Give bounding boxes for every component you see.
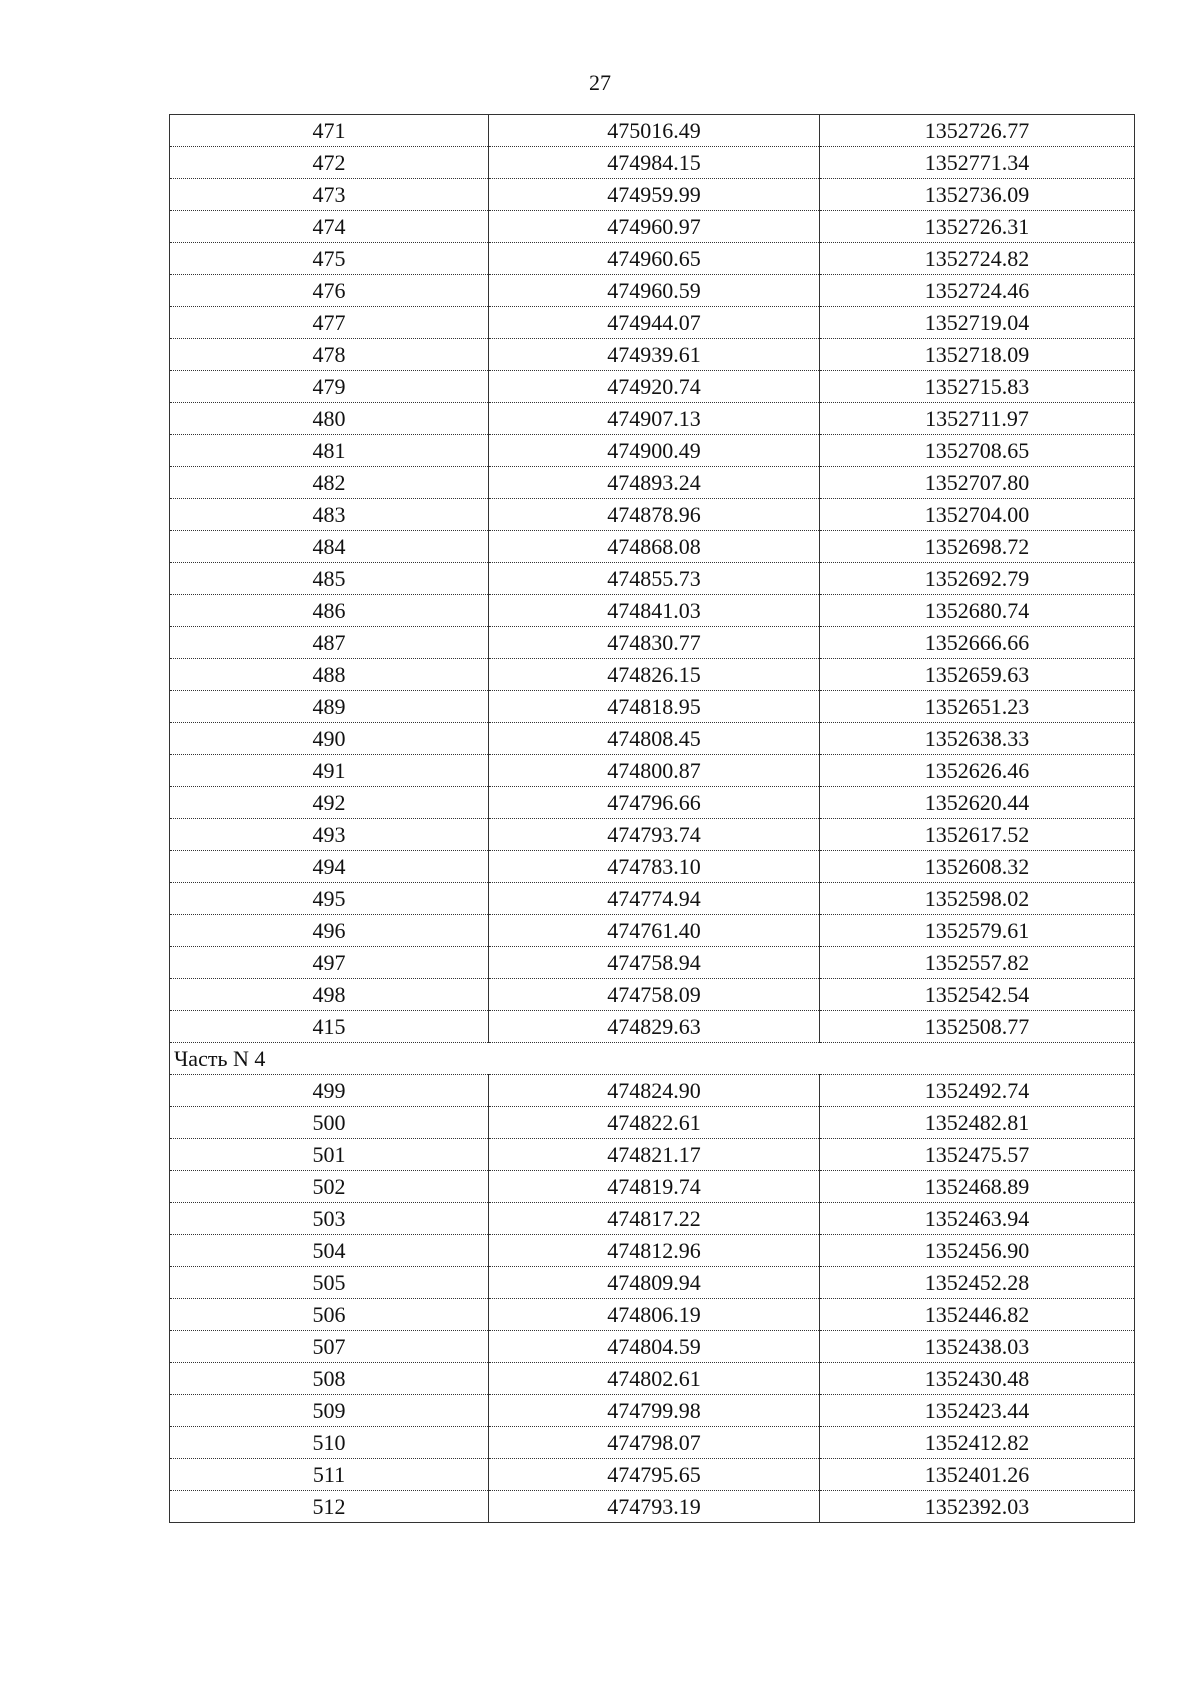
table-row (170, 467, 1135, 499)
x-coordinate-cell: 474868.08 (489, 531, 820, 563)
table-row (170, 627, 1135, 659)
point-number-cell: 502 (170, 1171, 489, 1203)
x-coordinate-cell: 474855.73 (489, 563, 820, 595)
table-row (170, 1203, 1135, 1235)
y-coordinate-cell: 1352579.61 (820, 915, 1135, 947)
y-coordinate-cell: 1352771.34 (820, 147, 1135, 179)
y-coordinate-cell: 1352463.94 (820, 1203, 1135, 1235)
point-number-cell: 493 (170, 819, 489, 851)
y-coordinate-cell: 1352638.33 (820, 723, 1135, 755)
x-coordinate-cell: 474984.15 (489, 147, 820, 179)
point-number-cell: 475 (170, 243, 489, 275)
y-coordinate-cell: 1352446.82 (820, 1299, 1135, 1331)
point-number-cell: 482 (170, 467, 489, 499)
point-number-cell: 487 (170, 627, 489, 659)
y-coordinate-cell: 1352412.82 (820, 1427, 1135, 1459)
table-row (170, 787, 1135, 819)
table-row (170, 595, 1135, 627)
table-row (170, 211, 1135, 243)
y-coordinate-cell: 1352598.02 (820, 883, 1135, 915)
table-row (170, 883, 1135, 915)
y-coordinate-cell: 1352468.89 (820, 1171, 1135, 1203)
point-number-cell: 471 (170, 115, 489, 147)
x-coordinate-cell: 474830.77 (489, 627, 820, 659)
y-coordinate-cell: 1352626.46 (820, 755, 1135, 787)
table-row (170, 1107, 1135, 1139)
table-row (170, 531, 1135, 563)
x-coordinate-cell: 474907.13 (489, 403, 820, 435)
table-row (170, 819, 1135, 851)
x-coordinate-cell: 475016.49 (489, 115, 820, 147)
y-coordinate-cell: 1352557.82 (820, 947, 1135, 979)
point-number-cell: 494 (170, 851, 489, 883)
point-number-cell: 512 (170, 1491, 489, 1523)
x-coordinate-cell: 474800.87 (489, 755, 820, 787)
point-number-cell: 510 (170, 1427, 489, 1459)
table-row (170, 755, 1135, 787)
table-row (170, 179, 1135, 211)
y-coordinate-cell: 1352430.48 (820, 1363, 1135, 1395)
point-number-cell: 503 (170, 1203, 489, 1235)
y-coordinate-cell: 1352392.03 (820, 1491, 1135, 1523)
x-coordinate-cell: 474939.61 (489, 339, 820, 371)
x-coordinate-cell: 474920.74 (489, 371, 820, 403)
x-coordinate-cell: 474826.15 (489, 659, 820, 691)
x-coordinate-cell: 474829.63 (489, 1011, 820, 1043)
y-coordinate-cell: 1352680.74 (820, 595, 1135, 627)
point-number-cell: 511 (170, 1459, 489, 1491)
x-coordinate-cell: 474808.45 (489, 723, 820, 755)
table-row (170, 723, 1135, 755)
point-number-cell: 485 (170, 563, 489, 595)
x-coordinate-cell: 474960.97 (489, 211, 820, 243)
x-coordinate-cell: 474841.03 (489, 595, 820, 627)
x-coordinate-cell: 474822.61 (489, 1107, 820, 1139)
point-number-cell: 480 (170, 403, 489, 435)
point-number-cell: 504 (170, 1235, 489, 1267)
y-coordinate-cell: 1352708.65 (820, 435, 1135, 467)
table-row (170, 851, 1135, 883)
point-number-cell: 489 (170, 691, 489, 723)
x-coordinate-cell: 474819.74 (489, 1171, 820, 1203)
y-coordinate-cell: 1352508.77 (820, 1011, 1135, 1043)
y-coordinate-cell: 1352711.97 (820, 403, 1135, 435)
point-number-cell: 492 (170, 787, 489, 819)
x-coordinate-cell: 474796.66 (489, 787, 820, 819)
x-coordinate-cell: 474795.65 (489, 1459, 820, 1491)
point-number-cell: 506 (170, 1299, 489, 1331)
point-number-cell: 474 (170, 211, 489, 243)
point-number-cell: 499 (170, 1075, 489, 1107)
point-number-cell: 481 (170, 435, 489, 467)
table-row (170, 915, 1135, 947)
x-coordinate-cell: 474824.90 (489, 1075, 820, 1107)
point-number-cell: 497 (170, 947, 489, 979)
y-coordinate-cell: 1352736.09 (820, 179, 1135, 211)
y-coordinate-cell: 1352715.83 (820, 371, 1135, 403)
y-coordinate-cell: 1352726.31 (820, 211, 1135, 243)
point-number-cell: 488 (170, 659, 489, 691)
y-coordinate-cell: 1352438.03 (820, 1331, 1135, 1363)
table-row (170, 1075, 1135, 1107)
y-coordinate-cell: 1352482.81 (820, 1107, 1135, 1139)
table-row (170, 403, 1135, 435)
table-row (170, 1011, 1135, 1043)
x-coordinate-cell: 474818.95 (489, 691, 820, 723)
point-number-cell: 484 (170, 531, 489, 563)
point-number-cell: 479 (170, 371, 489, 403)
table-row (170, 1363, 1135, 1395)
point-number-cell: 486 (170, 595, 489, 627)
x-coordinate-cell: 474758.09 (489, 979, 820, 1011)
y-coordinate-cell: 1352704.00 (820, 499, 1135, 531)
table-row (170, 147, 1135, 179)
table-row (170, 947, 1135, 979)
x-coordinate-cell: 474802.61 (489, 1363, 820, 1395)
table-row (170, 659, 1135, 691)
point-number-cell: 508 (170, 1363, 489, 1395)
table-row (170, 243, 1135, 275)
point-number-cell: 498 (170, 979, 489, 1011)
table-row (170, 371, 1135, 403)
y-coordinate-cell: 1352651.23 (820, 691, 1135, 723)
table-row (170, 691, 1135, 723)
x-coordinate-cell: 474821.17 (489, 1139, 820, 1171)
y-coordinate-cell: 1352475.57 (820, 1139, 1135, 1171)
y-coordinate-cell: 1352620.44 (820, 787, 1135, 819)
point-number-cell: 491 (170, 755, 489, 787)
point-number-cell: 495 (170, 883, 489, 915)
table-row (170, 979, 1135, 1011)
y-coordinate-cell: 1352542.54 (820, 979, 1135, 1011)
y-coordinate-cell: 1352707.80 (820, 467, 1135, 499)
x-coordinate-cell: 474809.94 (489, 1267, 820, 1299)
point-number-cell: 505 (170, 1267, 489, 1299)
y-coordinate-cell: 1352718.09 (820, 339, 1135, 371)
coordinates-table-body (170, 115, 1135, 1523)
y-coordinate-cell: 1352492.74 (820, 1075, 1135, 1107)
point-number-cell: 501 (170, 1139, 489, 1171)
y-coordinate-cell: 1352724.82 (820, 243, 1135, 275)
y-coordinate-cell: 1352423.44 (820, 1395, 1135, 1427)
point-number-cell: 478 (170, 339, 489, 371)
point-number-cell: 477 (170, 307, 489, 339)
x-coordinate-cell: 474878.96 (489, 499, 820, 531)
point-number-cell: 476 (170, 275, 489, 307)
x-coordinate-cell: 474804.59 (489, 1331, 820, 1363)
point-number-cell: 490 (170, 723, 489, 755)
point-number-cell: 415 (170, 1011, 489, 1043)
x-coordinate-cell: 474900.49 (489, 435, 820, 467)
table-row (170, 115, 1135, 147)
x-coordinate-cell: 474793.74 (489, 819, 820, 851)
x-coordinate-cell: 474817.22 (489, 1203, 820, 1235)
x-coordinate-cell: 474793.19 (489, 1491, 820, 1523)
x-coordinate-cell: 474783.10 (489, 851, 820, 883)
x-coordinate-cell: 474960.59 (489, 275, 820, 307)
y-coordinate-cell: 1352401.26 (820, 1459, 1135, 1491)
page-number: 27 (589, 70, 611, 95)
table-row (170, 1331, 1135, 1363)
table-row (170, 435, 1135, 467)
table-row (170, 1299, 1135, 1331)
point-number-cell: 496 (170, 915, 489, 947)
x-coordinate-cell: 474960.65 (489, 243, 820, 275)
point-number-cell: 472 (170, 147, 489, 179)
y-coordinate-cell: 1352692.79 (820, 563, 1135, 595)
table-row (170, 1171, 1135, 1203)
y-coordinate-cell: 1352726.77 (820, 115, 1135, 147)
table-row (170, 1395, 1135, 1427)
table-row (170, 1427, 1135, 1459)
x-coordinate-cell: 474798.07 (489, 1427, 820, 1459)
table-row (170, 1491, 1135, 1523)
x-coordinate-cell: 474812.96 (489, 1235, 820, 1267)
point-number-cell: 509 (170, 1395, 489, 1427)
section-label: Часть N 4 (170, 1043, 1135, 1075)
x-coordinate-cell: 474893.24 (489, 467, 820, 499)
table-row (170, 1459, 1135, 1491)
point-number-cell: 473 (170, 179, 489, 211)
x-coordinate-cell: 474774.94 (489, 883, 820, 915)
y-coordinate-cell: 1352659.63 (820, 659, 1135, 691)
table-row (170, 563, 1135, 595)
x-coordinate-cell: 474758.94 (489, 947, 820, 979)
section-row (170, 1043, 1135, 1075)
y-coordinate-cell: 1352719.04 (820, 307, 1135, 339)
coordinates-table (169, 114, 1135, 1523)
x-coordinate-cell: 474806.19 (489, 1299, 820, 1331)
x-coordinate-cell: 474944.07 (489, 307, 820, 339)
table-row (170, 339, 1135, 371)
y-coordinate-cell: 1352608.32 (820, 851, 1135, 883)
point-number-cell: 500 (170, 1107, 489, 1139)
table-row (170, 499, 1135, 531)
y-coordinate-cell: 1352724.46 (820, 275, 1135, 307)
table-row (170, 1267, 1135, 1299)
table-row (170, 1235, 1135, 1267)
table-row (170, 275, 1135, 307)
point-number-cell: 483 (170, 499, 489, 531)
y-coordinate-cell: 1352452.28 (820, 1267, 1135, 1299)
x-coordinate-cell: 474959.99 (489, 179, 820, 211)
y-coordinate-cell: 1352456.90 (820, 1235, 1135, 1267)
x-coordinate-cell: 474761.40 (489, 915, 820, 947)
y-coordinate-cell: 1352698.72 (820, 531, 1135, 563)
table-row (170, 1139, 1135, 1171)
y-coordinate-cell: 1352617.52 (820, 819, 1135, 851)
x-coordinate-cell: 474799.98 (489, 1395, 820, 1427)
y-coordinate-cell: 1352666.66 (820, 627, 1135, 659)
table-row (170, 307, 1135, 339)
point-number-cell: 507 (170, 1331, 489, 1363)
